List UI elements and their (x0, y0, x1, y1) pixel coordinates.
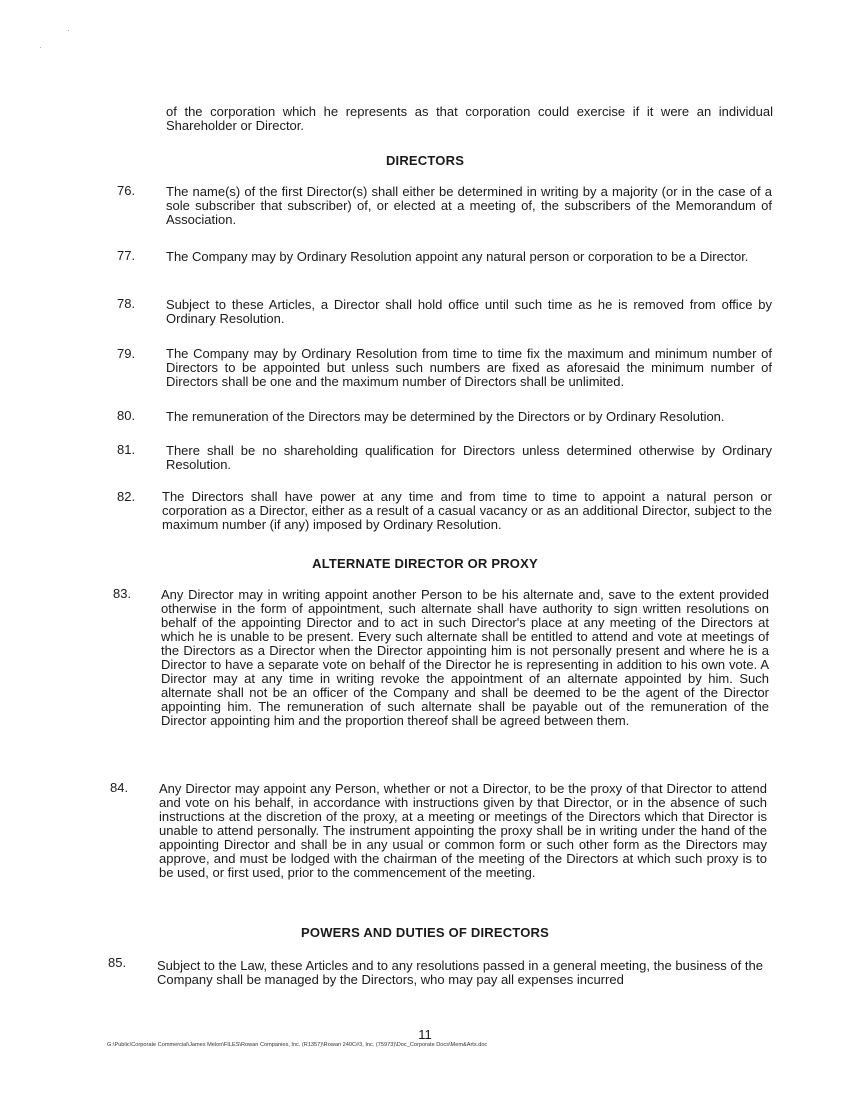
paragraph-text: The remuneration of the Directors may be determined by the Directors or by Ordinary Resolution. (166, 409, 725, 424)
scan-speck (40, 47, 41, 48)
paragraph-number: 78. (117, 296, 136, 311)
paragraph-number: 84. (110, 780, 129, 795)
paragraph-text: Subject to these Articles, a Director shall hold office until such time as he is removed from office by Ordinary Resolution. (166, 297, 772, 326)
paragraph-number: 79. (117, 346, 136, 361)
paragraph-text: There shall be no shareholding qualification for Directors unless determined otherwise by Ordinary Resolution. (166, 443, 772, 472)
paragraph-number: 85. (108, 955, 127, 970)
scan-speck (68, 30, 69, 31)
paragraph-text: The name(s) of the first Director(s) shall either be determined in writing by a majority (or in the case of a sole subscriber that subscriber) of, or elected at a meeting of, the subscribers of the Memorandum of Association. (166, 184, 772, 227)
paragraph-number: 82. (117, 489, 136, 504)
paragraph-text: Any Director may appoint any Person, whether or not a Director, to be the proxy of that Director to attend and vote on his behalf, in accordance with instructions given by that Director, or in the absence of such instructions at the discretion of the proxy, at a meeting or meetings of the Directors which that Director is unable to attend personally. The instrument appointing the proxy shall be in writing under the hand of the appointing Director and shall be in any usual or common form or such other form as the Directors may approve, and must be lodged with the chairman of the meeting of the Directors at which such proxy is to be used, or first used, prior to the commencement of the meeting. (159, 781, 767, 880)
paragraph-number: 80. (117, 408, 136, 423)
section-heading-alternate-director: ALTERNATE DIRECTOR OR PROXY (312, 556, 538, 571)
section-heading-directors: DIRECTORS (385, 153, 465, 168)
intro-paragraph: of the corporation which he represents as that corporation could exercise if it were an individual Shareholder or Director. (166, 104, 773, 133)
paragraph-number: 81. (117, 442, 136, 457)
paragraph-number: 77. (117, 248, 136, 263)
footer-file-path: G:\Public\Corporate Commercial\James Melon\FILES\Rowan Companies, Inc. (R1357)\Rowan 240C#3, Inc. (75973)\Doc_Corporate Docs\Mem&Arts.doc (107, 1042, 488, 1048)
paragraph-text: Subject to the Law, these Articles and to any resolutions passed in a general meeting, the business of the Company shall be managed by the Directors, who may pay all expenses incurred (157, 958, 763, 987)
paragraph-text: The Company may by Ordinary Resolution appoint any natural person or corporation to be a Director. (166, 249, 749, 264)
paragraph-number: 83. (113, 586, 132, 601)
paragraph-text: The Directors shall have power at any time and from time to time to appoint a natural person or corporation as a Director, either as a result of a casual vacancy or as an additional Director, subject to the maximum number (if any) imposed by Ordinary Resolution. (162, 489, 772, 532)
section-heading-powers-duties: POWERS AND DUTIES OF DIRECTORS (301, 925, 549, 940)
paragraph-number: 76. (117, 183, 136, 198)
page-number: 11 (418, 1027, 432, 1042)
paragraph-text: Any Director may in writing appoint another Person to be his alternate and, save to the extent provided otherwise in the form of appointment, such alternate shall have authority to sign written resolutions on behalf of the appointing Director and to act in such Director's place at any meeting of the Directors at which he is unable to be present. Every such alternate shall be entitled to attend and vote at meetings of the Directors as a Director when the Director appointing him is not personally present and where he is a Director to have a separate vote on behalf of the Director he is representing in addition to his own vote. A Director may at any time in writing revoke the appointment of an alternate appointed by him. Such alternate shall not be an officer of the Company and shall be deemed to be the agent of the Director appointing him. The remuneration of such alternate shall be payable out of the remuneration of the Director appointing him and the proportion thereof shall be agreed between them. (161, 587, 769, 728)
paragraph-text: The Company may by Ordinary Resolution from time to time fix the maximum and minimum number of Directors to be appointed but unless such numbers are fixed as aforesaid the minimum number of Directors shall be one and the maximum number of Directors shall be unlimited. (166, 346, 772, 389)
